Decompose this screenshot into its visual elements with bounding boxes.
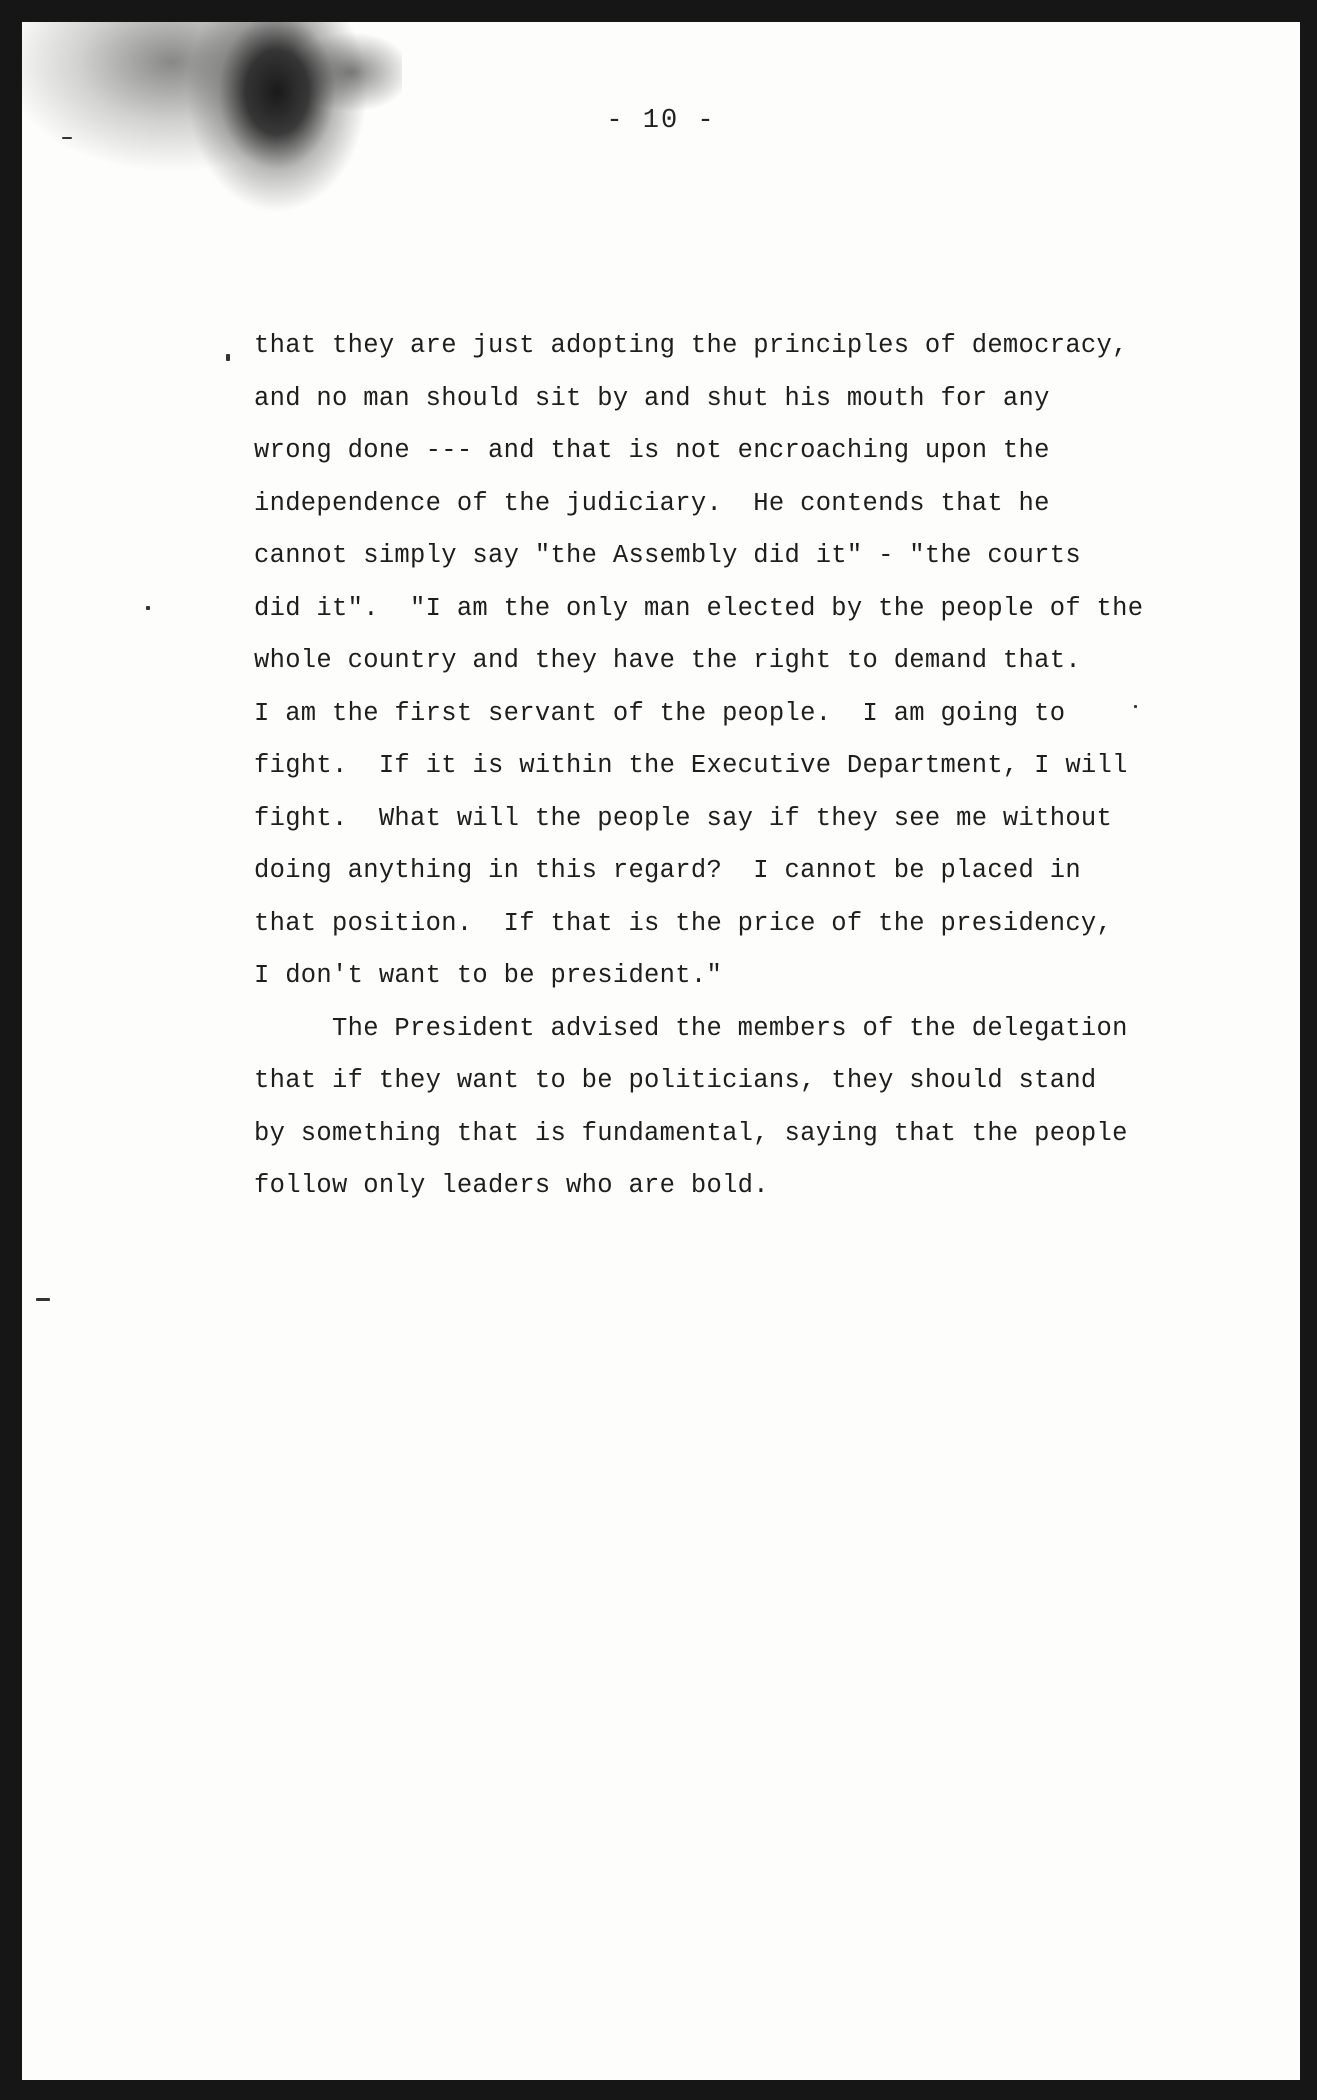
- text-line: follow only leaders who are bold.: [254, 1171, 769, 1200]
- paragraph-1: [254, 320, 1184, 1003]
- text-line: that if they want to be politicians, they should stand: [254, 1066, 1097, 1095]
- text-line: fight. What will the people say if they see me without: [254, 803, 1113, 833]
- scan-speck: [1134, 705, 1137, 708]
- text-line: wrong done --- and that is not encroaching upon the: [254, 436, 1050, 465]
- text-line: independence of the judiciary. He contends that he: [254, 488, 1050, 518]
- text-line: I don't want to be president.": [254, 961, 723, 990]
- scan-speck: [36, 1298, 50, 1301]
- text-line: that position. If that is the price of the presidency,: [254, 908, 1113, 938]
- text-line: and no man should sit by and shut his mouth for any: [254, 383, 1050, 413]
- document-page: [22, 22, 1300, 2080]
- text-line: I am the first servant of the people. I am going to: [254, 698, 1066, 728]
- text-line: doing anything in this regard? I cannot be placed in: [254, 856, 1081, 885]
- scan-speck: [226, 354, 230, 361]
- text-line: fight. If it is within the Executive Department, I will: [254, 751, 1128, 780]
- text-line: cannot simply say "the Assembly did it" - "the courts: [254, 541, 1081, 570]
- scan-speck: [146, 606, 150, 610]
- document-body: [254, 320, 1184, 1213]
- text-line: by something that is fundamental, saying that the people: [254, 1118, 1128, 1148]
- ink-smudge: [22, 22, 402, 252]
- paragraph-2: [254, 1003, 1184, 1213]
- page-number: - 10 -: [606, 106, 716, 136]
- text-line: that they are just adopting the principles of democracy,: [254, 331, 1128, 360]
- text-line: The President advised the members of the delegation: [254, 1013, 1128, 1043]
- text-line: did it". "I am the only man elected by the people of the: [254, 593, 1144, 623]
- scan-speck: [62, 137, 72, 139]
- text-line: whole country and they have the right to demand that.: [254, 646, 1081, 675]
